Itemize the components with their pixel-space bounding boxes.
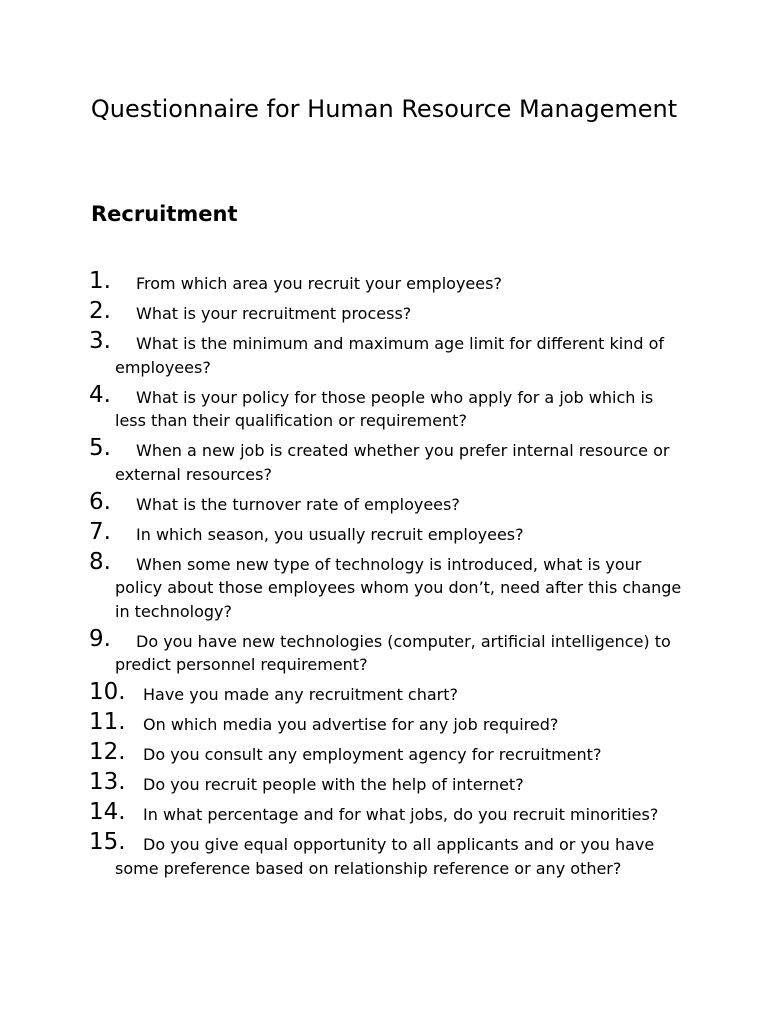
question-item <box>89 799 689 827</box>
question-item <box>89 298 689 326</box>
question-item <box>89 625 689 677</box>
question-number: 6. <box>89 488 111 515</box>
question-item <box>89 268 689 296</box>
question-number: 2. <box>89 298 111 324</box>
question-number: 13. <box>89 769 126 795</box>
question-item <box>89 829 689 880</box>
question-item <box>89 518 689 547</box>
question-text: When a new job is created whether you prefer internal resource or external resources? <box>115 441 670 484</box>
question-number: 15. <box>89 829 126 855</box>
question-number: 8. <box>89 548 111 575</box>
question-text: When some new type of technology is introduced, what is your policy about those employees whom you don’t, need after this change in technology? <box>115 554 682 621</box>
question-number: 5. <box>89 435 111 461</box>
question-text: In which season, you usually recruit employees? <box>136 524 524 544</box>
question-number: 10. <box>89 679 126 705</box>
question-text: From which area you recruit your employees? <box>136 274 502 293</box>
question-number: 1. <box>89 268 111 294</box>
question-item <box>89 548 689 624</box>
question-number: 11. <box>89 709 126 735</box>
question-text: Have you made any recruitment chart? <box>143 685 459 704</box>
question-number: 3. <box>89 328 111 354</box>
question-number: 9. <box>89 625 111 652</box>
question-text: What is your policy for those people who apply for a job which is less than their qualification or requirement? <box>115 387 654 430</box>
question-item <box>89 328 689 379</box>
question-item <box>89 435 689 486</box>
question-text: What is the minimum and maximum age limit for different kind of employees? <box>115 334 665 377</box>
question-text: Do you have new technologies (computer, artificial intelligence) to predict personnel requirement? <box>115 631 671 674</box>
question-item <box>89 739 689 767</box>
question-number: 4. <box>89 381 111 408</box>
question-text: In what percentage and for what jobs, do you recruit minorities? <box>143 805 659 824</box>
question-number: 14. <box>89 799 126 825</box>
question-text: On which media you advertise for any job required? <box>143 715 559 734</box>
question-item <box>89 709 689 737</box>
question-item <box>89 769 689 797</box>
question-item <box>89 488 689 517</box>
document-title: Questionnaire for Human Resource Management <box>90 95 678 123</box>
question-number: 7. <box>89 518 111 545</box>
question-text: Do you consult any employment agency for recruitment? <box>143 745 602 764</box>
question-item <box>89 679 689 707</box>
question-item <box>89 381 689 433</box>
section-heading: Recruitment <box>91 202 238 226</box>
question-list <box>89 268 689 887</box>
question-text: Do you give equal opportunity to all applicants and or you have some preference based on relationship reference or any other? <box>115 835 655 878</box>
question-number: 12. <box>89 739 126 765</box>
question-text: What is the turnover rate of employees? <box>136 494 460 514</box>
question-text: What is your recruitment process? <box>136 304 412 323</box>
question-text: Do you recruit people with the help of internet? <box>143 775 524 794</box>
